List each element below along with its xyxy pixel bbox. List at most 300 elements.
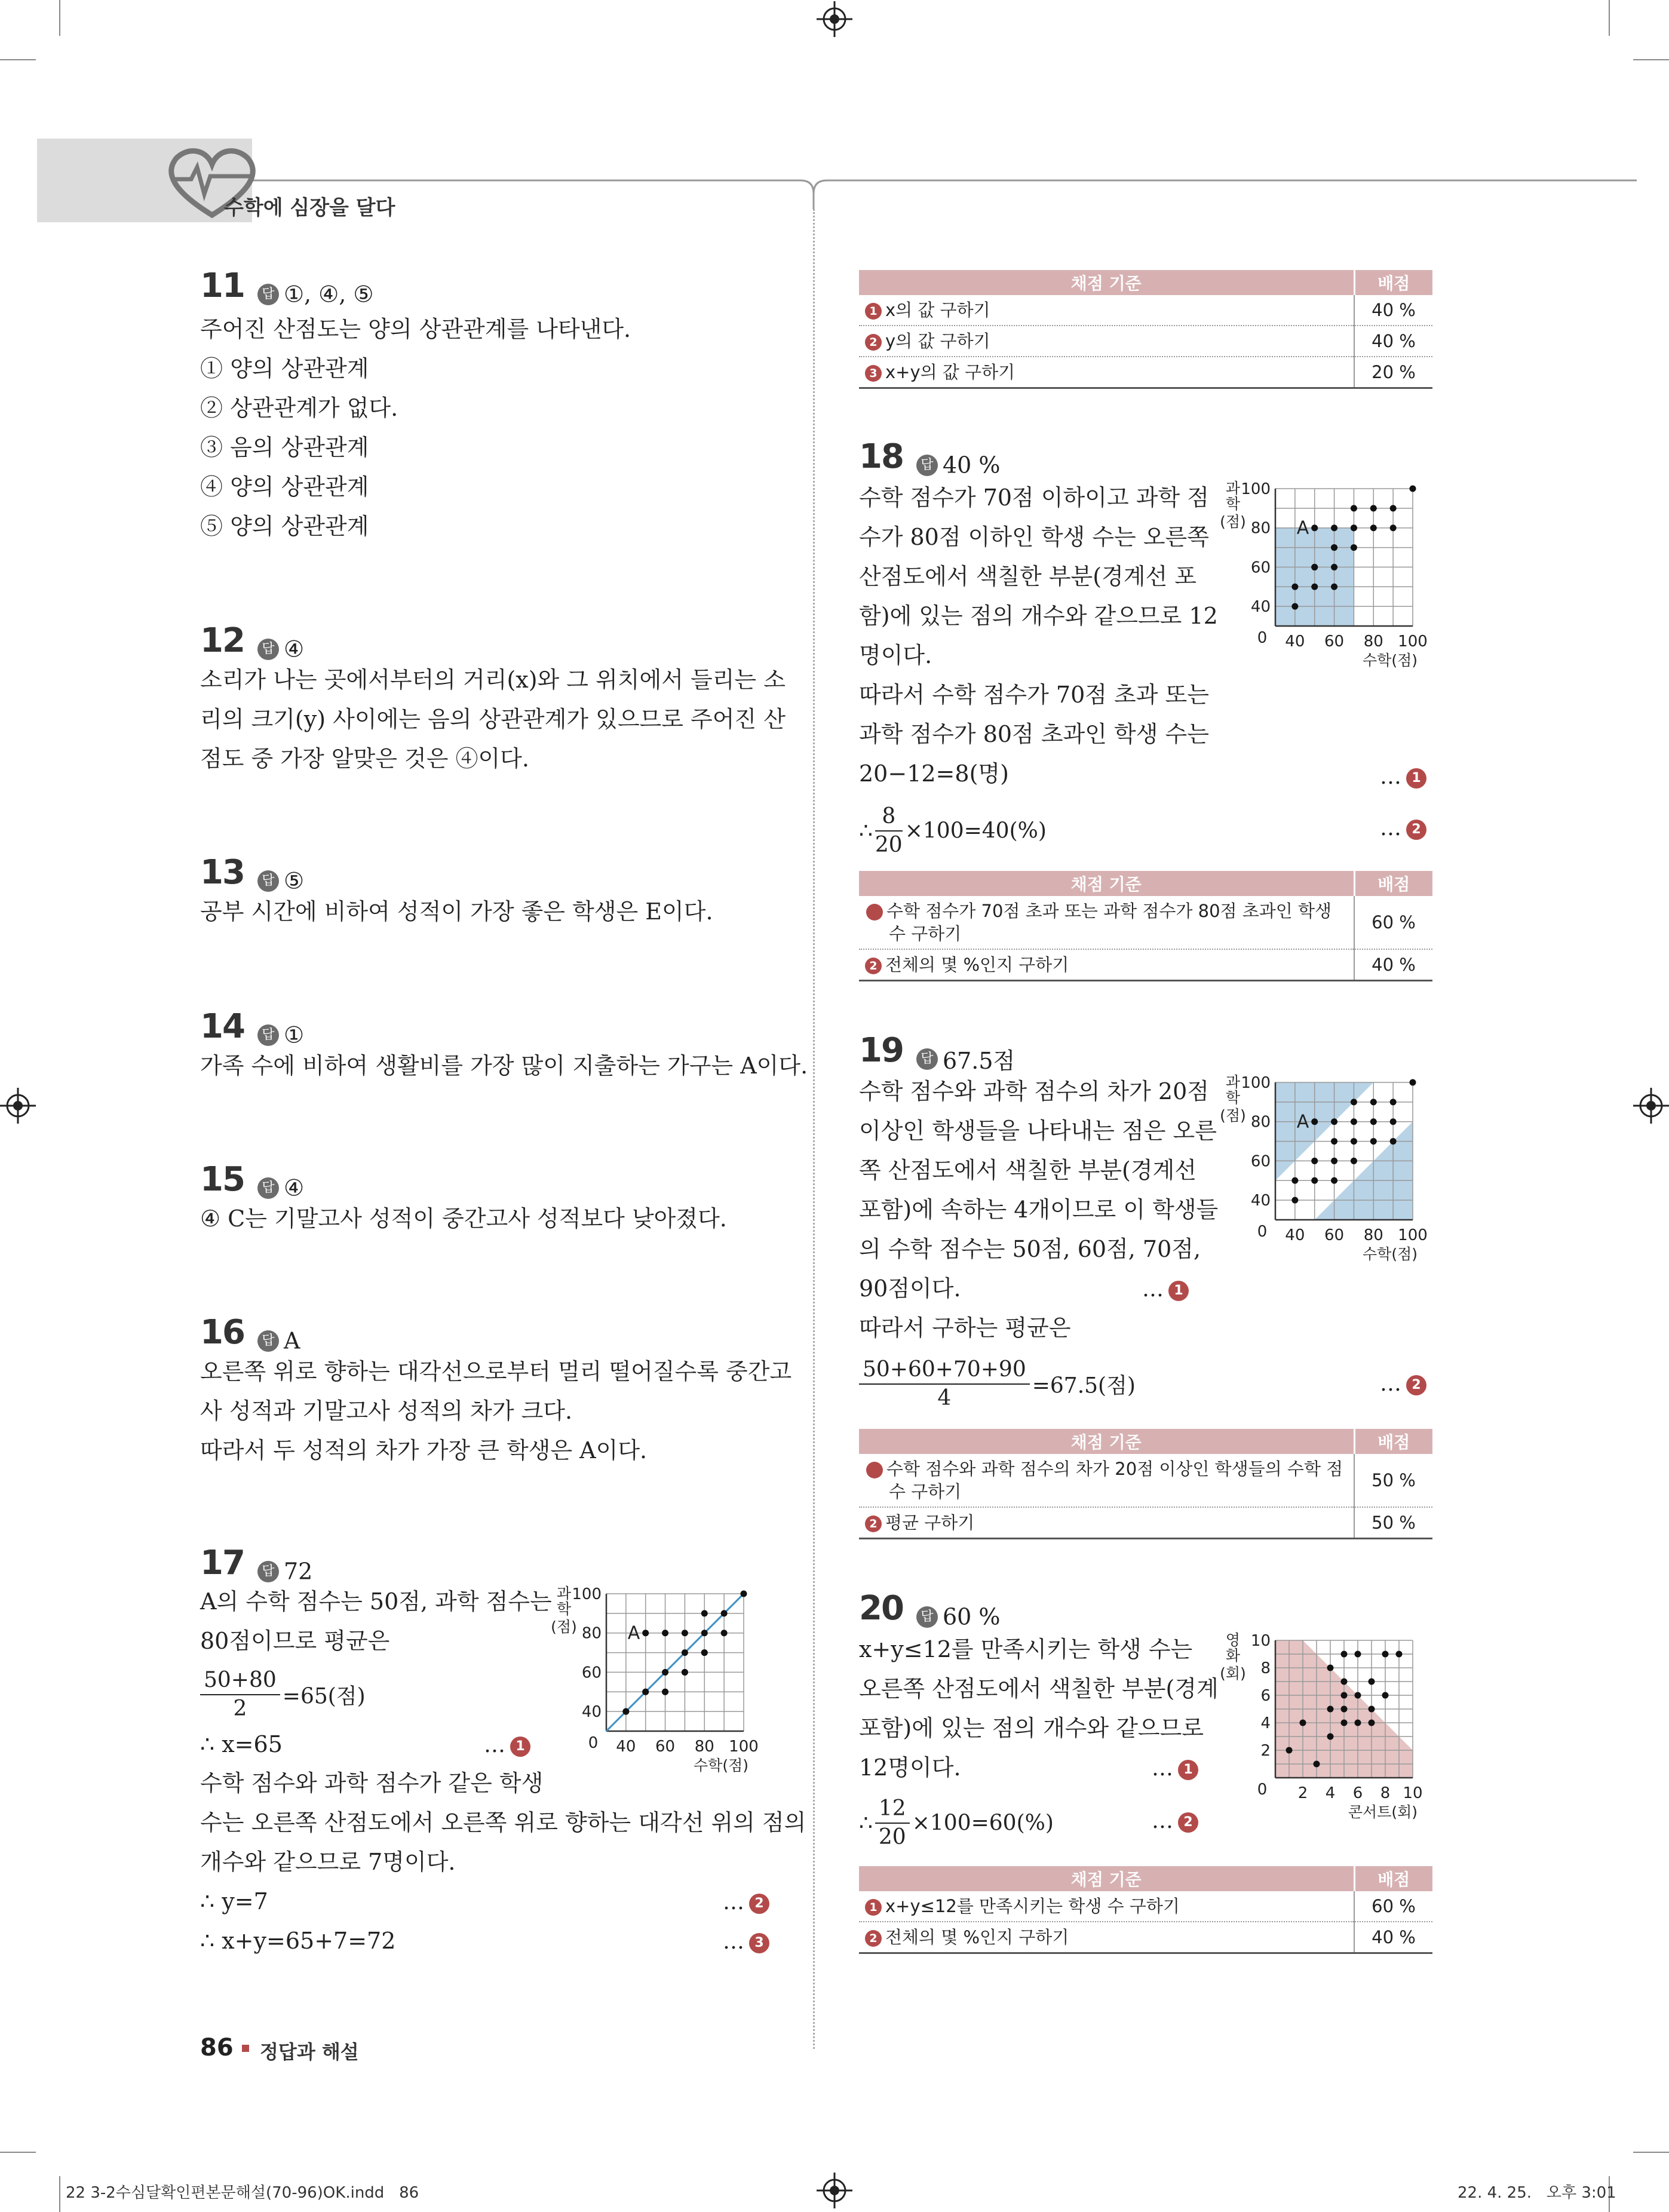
- ellipsis: …: [1380, 816, 1401, 840]
- data-point: [622, 1708, 629, 1715]
- q15-line: ④ C는 기말고사 성적이 중간고사 성적보다 낮아졌다.: [200, 1205, 727, 1232]
- q17-line: ∴ x+y=65+7=72: [200, 1928, 396, 1954]
- q12-number: 12: [200, 621, 244, 660]
- origin-label: 0: [588, 1734, 599, 1752]
- q14-number: 14: [200, 1007, 244, 1046]
- q18-answer: 40 %: [942, 452, 1001, 478]
- criteria-text: 평균 구하기: [885, 1512, 975, 1533]
- q18-line: 따라서 수학 점수가 70점 초과 또는: [859, 682, 1209, 708]
- q11-line: 주어진 산점도는 양의 상관관계를 나타낸다.: [200, 316, 631, 342]
- y-tick-label: 40: [1250, 1192, 1271, 1210]
- data-point: [1370, 1099, 1377, 1105]
- data-point: [1311, 524, 1318, 531]
- step-badge: 1: [1178, 1760, 1198, 1780]
- q15-answer: ④: [283, 1174, 305, 1201]
- q20-frac-den: 20: [878, 1825, 906, 1849]
- q18-line: 과학 점수가 80점 초과인 학생 수는: [859, 721, 1209, 747]
- y-axis-label: 학: [556, 1600, 572, 1618]
- data-point: [1351, 505, 1357, 511]
- data-point: [1390, 1118, 1397, 1125]
- step-badge: 1: [865, 1899, 882, 1916]
- y-tick-label: 10: [1250, 1632, 1271, 1650]
- y-axis-label: 과: [1225, 1073, 1241, 1091]
- table-row: [859, 1891, 1432, 1922]
- data-point: [741, 1591, 747, 1597]
- data-point: [1311, 584, 1318, 590]
- data-point: [1286, 1747, 1293, 1754]
- q17-mark-2: [723, 1882, 769, 1922]
- q19-mark-1: [1142, 1269, 1189, 1309]
- data-point: [701, 1649, 708, 1656]
- page-number: 86: [200, 2034, 234, 2061]
- points-value: 40 %: [1354, 949, 1432, 981]
- y-axis-label: 학: [1225, 1089, 1241, 1106]
- q16-heading: [200, 1313, 300, 1354]
- q12-line: 리의 크기(y) 사이에는 음의 상관관계가 있으므로 주어진 산: [200, 706, 786, 732]
- criteria-header: 채점 기준: [859, 1866, 1354, 1891]
- q17-line: 개수와 같으므로 7명이다.: [200, 1849, 456, 1875]
- q15-heading: [200, 1160, 304, 1201]
- criteria-header: 채점 기준: [859, 270, 1354, 295]
- q17-mark-1: [484, 1725, 530, 1765]
- criteria-header: 채점 기준: [859, 871, 1354, 896]
- data-point: [1314, 1761, 1320, 1768]
- q11-number: 11: [200, 266, 244, 305]
- q19-line: 90점이다.: [859, 1275, 961, 1302]
- q20-line: 12명이다.: [859, 1754, 961, 1781]
- data-point: [1331, 564, 1337, 570]
- q19-answer: 67.5점: [942, 1048, 1015, 1074]
- q16-body: [200, 1352, 791, 1470]
- ellipsis: …: [1152, 1756, 1173, 1781]
- q19-heading: [859, 1031, 1015, 1075]
- column-divider: [813, 209, 815, 2049]
- table-row: [859, 357, 1432, 388]
- step-badge: 1: [865, 303, 882, 320]
- data-point: [1355, 1651, 1361, 1658]
- table-row: [859, 326, 1432, 357]
- q17-number: 17: [200, 1544, 244, 1582]
- data-point: [1396, 1651, 1403, 1658]
- q19-criteria-table: [859, 1429, 1432, 1539]
- data-point: [1341, 1692, 1348, 1699]
- table-row: [859, 949, 1432, 981]
- ellipsis: …: [723, 1929, 744, 1954]
- data-point: [1331, 1158, 1337, 1164]
- q13-body: [200, 892, 713, 931]
- q11-answer: ①, ④, ⑤: [283, 281, 374, 308]
- q17-frac-rest: =65(점): [282, 1684, 366, 1709]
- q20-line: 오른쪽 산점도에서 색칠한 부분(경계: [859, 1676, 1219, 1702]
- x-axis-label: 수학(점): [694, 1757, 748, 1774]
- y-axis-label: 영: [1225, 1631, 1241, 1649]
- data-point: [1311, 1118, 1318, 1125]
- q17-answer: 72: [283, 1558, 313, 1585]
- data-point: [1331, 1138, 1337, 1145]
- therefore-symbol: ∴: [859, 1811, 873, 1836]
- y-tick-label: 80: [1250, 1113, 1271, 1131]
- data-point: [662, 1630, 668, 1636]
- data-point: [1370, 1138, 1377, 1145]
- q19-line: 쪽 산점도에서 색칠한 부분(경계선: [859, 1157, 1196, 1183]
- data-point: [701, 1610, 708, 1616]
- q19-scatter-chart: [1219, 1072, 1446, 1287]
- q19-line: 포함)에 속하는 4개이므로 이 학생들: [859, 1196, 1219, 1223]
- q11-heading: [200, 266, 373, 308]
- criteria-text: x의 값 구하기: [885, 300, 990, 320]
- x-tick-label: 60: [1324, 633, 1345, 651]
- answer-icon: 답: [257, 1561, 279, 1582]
- answer-icon: 답: [257, 870, 279, 892]
- q17-mark-3: [723, 1921, 769, 1962]
- x-tick-label: 80: [694, 1738, 714, 1756]
- x-tick-label: 40: [1285, 1226, 1305, 1244]
- data-point: [721, 1610, 728, 1616]
- y-tick-label: 100: [1241, 480, 1271, 498]
- x-tick-label: 6: [1352, 1784, 1363, 1802]
- point-label-a: A: [1296, 517, 1309, 539]
- data-point: [1369, 1679, 1375, 1685]
- x-tick-label: 60: [1324, 1226, 1345, 1244]
- q19-line: 따라서 구하는 평균은: [859, 1315, 1071, 1341]
- data-point: [682, 1669, 688, 1676]
- q13-answer: ⑤: [283, 867, 305, 894]
- q18-line: 산점도에서 색칠한 부분(경계선 포: [859, 563, 1196, 590]
- y-axis-label: 과: [1225, 480, 1241, 497]
- q18-scatter-chart: [1219, 478, 1446, 693]
- q12-line: 점도 중 가장 알맞은 것은 ④이다.: [200, 745, 529, 772]
- q14-line: 가족 수에 비하여 생활비를 가장 많이 지출하는 가구는 A이다.: [200, 1053, 808, 1079]
- point-label-a: A: [1296, 1111, 1309, 1133]
- data-point: [1369, 1706, 1375, 1713]
- x-tick-label: 8: [1380, 1784, 1391, 1802]
- table-row: [859, 295, 1432, 326]
- y-tick-label: 60: [1250, 1152, 1271, 1171]
- q14-heading: [200, 1007, 304, 1048]
- data-point: [1390, 505, 1397, 511]
- data-point: [1327, 1706, 1334, 1713]
- data-point: [1291, 584, 1298, 590]
- shaded-region: [1275, 1082, 1373, 1180]
- data-point: [1311, 1177, 1318, 1184]
- step-badge: 2: [865, 1515, 882, 1532]
- table-row: [859, 1507, 1432, 1539]
- data-point: [1370, 1118, 1377, 1125]
- q19-number: 19: [859, 1031, 903, 1070]
- points-value: 60 %: [1354, 896, 1432, 949]
- y-axis-label: 과: [556, 1585, 572, 1602]
- y-tick-label: 60: [1250, 559, 1271, 577]
- criteria-text: 전체의 몇 %인지 구하기: [885, 955, 1069, 975]
- data-point: [1351, 524, 1357, 531]
- q20-fraction-line: [859, 1795, 1054, 1851]
- data-point: [682, 1649, 688, 1656]
- data-point: [1370, 524, 1377, 531]
- step-badge: 2: [865, 334, 882, 351]
- data-point: [642, 1689, 649, 1695]
- y-axis-unit: (점): [1220, 513, 1246, 530]
- answer-icon: 답: [257, 639, 279, 660]
- step-badge: 2: [865, 1930, 882, 1947]
- y-tick-label: 40: [1250, 598, 1271, 616]
- data-point: [1327, 1734, 1334, 1740]
- ellipsis: …: [1152, 1809, 1173, 1833]
- points-header: 배점: [1354, 1429, 1432, 1454]
- q19-frac-den: 4: [937, 1386, 952, 1410]
- q17-heading: [200, 1544, 312, 1585]
- q18-frac-rest: ×100=40(%): [904, 818, 1047, 843]
- step-badge: 3: [865, 365, 882, 382]
- ellipsis: …: [484, 1733, 505, 1757]
- criteria-text: 전체의 몇 %인지 구하기: [885, 1927, 1069, 1947]
- ellipsis: …: [1380, 765, 1401, 789]
- answer-icon: 답: [257, 1024, 279, 1046]
- footer-square-icon: [242, 2045, 249, 2052]
- answer-icon: 답: [257, 284, 279, 305]
- q20-scatter-chart: [1219, 1630, 1446, 1845]
- q20-criteria-table: [859, 1866, 1432, 1954]
- answer-icon: 답: [257, 1330, 279, 1352]
- q18-fraction-line: [859, 803, 1047, 859]
- step-badge: 2: [1406, 1375, 1426, 1395]
- points-header: 배점: [1354, 270, 1432, 295]
- points-value: 20 %: [1354, 357, 1432, 388]
- data-point: [1311, 564, 1318, 570]
- data-point: [1390, 1099, 1397, 1105]
- answer-icon: 답: [916, 1606, 938, 1628]
- q19-frac-rest: =67.5(점): [1032, 1373, 1136, 1398]
- x-tick-label: 80: [1363, 633, 1383, 651]
- x-axis-label: 수학(점): [1363, 1245, 1418, 1263]
- therefore-symbol: ∴: [859, 818, 873, 843]
- x-axis-label: 수학(점): [1363, 652, 1418, 669]
- ellipsis: …: [1142, 1277, 1164, 1302]
- q17-line: A의 수학 점수는 50점, 과학 점수는: [200, 1588, 552, 1615]
- x-tick-label: 4: [1325, 1784, 1336, 1802]
- q15-number: 15: [200, 1160, 244, 1199]
- step-badge: 2: [749, 1894, 769, 1914]
- q12-body: [200, 660, 786, 778]
- q19-line: 수학 점수와 과학 점수의 차가 20점: [859, 1078, 1209, 1105]
- data-point: [1410, 486, 1416, 492]
- y-tick-label: 4: [1260, 1714, 1271, 1732]
- footer-label: 정답과 해설: [260, 2041, 359, 2063]
- point-label-a: A: [627, 1622, 640, 1644]
- y-tick-label: 6: [1260, 1687, 1271, 1705]
- criteria-text: 수학 점수가 70점 초과 또는 과학 점수가 80점 초과인 학생 수 구하기: [886, 901, 1332, 944]
- y-tick-label: 2: [1260, 1742, 1271, 1760]
- table-row: [859, 896, 1432, 949]
- step-badge: 2: [1178, 1812, 1198, 1833]
- q19-mark-2: [1380, 1363, 1426, 1404]
- q16-line: 사 성적과 기말고사 성적의 차가 크다.: [200, 1398, 573, 1424]
- ellipsis: …: [723, 1890, 744, 1915]
- q20-mark-2: [1152, 1800, 1198, 1841]
- y-tick-label: 60: [581, 1664, 602, 1682]
- y-tick-label: 80: [581, 1624, 602, 1643]
- criteria-header: 채점 기준: [859, 1429, 1354, 1454]
- q18-body: [859, 478, 1218, 793]
- q17-line: ∴ y=7: [200, 1888, 268, 1915]
- step-badge: 1: [510, 1737, 530, 1757]
- y-tick-label: 8: [1260, 1659, 1271, 1677]
- q20-frac-rest: ×100=60(%): [912, 1811, 1054, 1836]
- q16-line: 따라서 두 성적의 차가 가장 큰 학생은 A이다.: [200, 1437, 648, 1464]
- data-point: [1331, 1177, 1337, 1184]
- points-header: 배점: [1354, 871, 1432, 896]
- data-point: [1291, 1197, 1298, 1204]
- q17-line: 수학 점수와 과학 점수가 같은 학생: [200, 1770, 544, 1796]
- data-point: [1355, 1692, 1361, 1699]
- step-badge: 1: [866, 1462, 883, 1478]
- step-badge: 1: [866, 904, 883, 921]
- q17-line: 80점이므로 평균은: [200, 1628, 390, 1654]
- y-tick-label: 80: [1250, 519, 1271, 538]
- q11-line: ② 상관관계가 없다.: [200, 395, 398, 421]
- q16-line: 오른쪽 위로 향하는 대각선으로부터 멀리 떨어질수록 중간고: [200, 1358, 792, 1385]
- data-point: [1351, 544, 1357, 551]
- q19-fraction-line: [859, 1356, 1136, 1412]
- data-point: [642, 1630, 649, 1636]
- q17-fraction-line: [200, 1667, 366, 1723]
- x-tick-label: 40: [616, 1738, 636, 1756]
- q17-line: 수는 오른쪽 산점도에서 오른쪽 위로 향하는 대각선 위의 점의: [200, 1809, 806, 1836]
- q20-line: x+y≤12를 만족시키는 학생 수는: [859, 1636, 1193, 1662]
- answer-icon: 답: [916, 455, 938, 476]
- data-point: [1390, 1138, 1397, 1145]
- criteria-text: x+y≤12를 만족시키는 학생 수 구하기: [885, 1896, 1180, 1916]
- brand-title: 수학에 심장을 달다: [224, 196, 395, 220]
- q15-body: [200, 1199, 727, 1238]
- data-point: [1331, 544, 1337, 551]
- x-tick-label: 100: [729, 1738, 759, 1756]
- ellipsis: …: [1380, 1372, 1401, 1396]
- step-badge: 2: [1406, 820, 1426, 840]
- q16-number: 16: [200, 1313, 244, 1352]
- q14-answer: ①: [283, 1021, 305, 1048]
- y-axis-unit: (점): [551, 1618, 577, 1636]
- x-tick-label: 100: [1398, 633, 1428, 651]
- step-badge: 2: [865, 958, 882, 974]
- step-badge: 1: [1168, 1281, 1189, 1301]
- data-point: [1327, 1665, 1334, 1671]
- data-point: [1351, 1138, 1357, 1145]
- q18-heading: [859, 437, 1000, 478]
- q14-body: [200, 1046, 808, 1085]
- q20-answer: 60 %: [942, 1603, 1001, 1630]
- q19-line: 의 수학 점수는 50점, 60점, 70점,: [859, 1236, 1201, 1262]
- q20-line: 포함)에 있는 점의 개수와 같으므로: [859, 1715, 1204, 1741]
- criteria-text: x+y의 값 구하기: [885, 362, 1015, 382]
- q18-mark-2: [1380, 808, 1426, 848]
- data-point: [1351, 1099, 1357, 1105]
- points-value: 40 %: [1354, 1922, 1432, 1953]
- data-point: [1382, 1651, 1389, 1658]
- step-badge: 1: [1406, 768, 1426, 789]
- points-value: 60 %: [1354, 1891, 1432, 1922]
- q18-frac-den: 20: [875, 833, 903, 857]
- data-point: [1331, 524, 1337, 531]
- data-point: [662, 1689, 668, 1695]
- y-tick-label: 40: [581, 1703, 602, 1722]
- file-info: 22 3-2수심달확인편본문해설(70-96)OK.indd 86: [66, 2184, 419, 2202]
- criteria-text: 수학 점수와 과학 점수의 차가 20점 이상인 학생들의 수학 점수 구하기: [886, 1459, 1343, 1502]
- q11-line: ④ 양의 상관관계: [200, 474, 369, 500]
- data-point: [701, 1630, 708, 1636]
- q11-body: [200, 309, 631, 546]
- data-point: [1300, 1720, 1306, 1726]
- y-tick-label: 100: [572, 1585, 602, 1603]
- data-point: [1331, 1118, 1337, 1125]
- origin-label: 0: [1257, 1781, 1268, 1799]
- data-point: [1291, 603, 1298, 610]
- data-point: [721, 1630, 728, 1636]
- x-tick-label: 40: [1285, 633, 1305, 651]
- y-axis-label: 화: [1225, 1647, 1241, 1664]
- q18-line: 명이다.: [859, 642, 932, 668]
- q20-heading: [859, 1589, 1000, 1630]
- x-tick-label: 80: [1363, 1226, 1383, 1244]
- table-row: [859, 1454, 1432, 1507]
- x-axis-label: 콘서트(회): [1348, 1803, 1418, 1821]
- q20-frac-num: 12: [875, 1795, 910, 1824]
- y-tick-label: 100: [1241, 1074, 1271, 1092]
- data-point: [682, 1630, 688, 1636]
- q17-line: ∴ x=65: [200, 1731, 283, 1757]
- origin-label: 0: [1257, 1223, 1268, 1241]
- q18-line: 수가 80점 이하인 학생 수는 오른쪽: [859, 524, 1209, 550]
- q20-number: 20: [859, 1589, 903, 1628]
- timestamp: 22. 4. 25. 오후 3:01: [1458, 2184, 1616, 2202]
- points-value: 50 %: [1354, 1454, 1432, 1507]
- x-tick-label: 2: [1297, 1784, 1308, 1802]
- points-value: 50 %: [1354, 1507, 1432, 1539]
- q11-line: ① 양의 상관관계: [200, 355, 369, 382]
- criteria-text: y의 값 구하기: [885, 331, 990, 351]
- q12-answer: ④: [283, 636, 305, 662]
- points-header: 배점: [1354, 1866, 1432, 1891]
- data-point: [662, 1669, 668, 1676]
- data-point: [1331, 584, 1337, 590]
- q13-number: 13: [200, 853, 244, 892]
- q20-mark-1: [1152, 1748, 1198, 1788]
- y-axis-label: 학: [1225, 495, 1241, 513]
- q18-frac-num: 8: [875, 803, 903, 832]
- x-tick-label: 10: [1403, 1784, 1423, 1802]
- q19-line: 이상인 학생들을 나타내는 점은 오른: [859, 1118, 1217, 1144]
- q11-line: ③ 음의 상관관계: [200, 434, 369, 461]
- q18-number: 18: [859, 437, 903, 476]
- points-value: 40 %: [1354, 295, 1432, 326]
- step-badge: 3: [749, 1933, 769, 1953]
- answer-icon: 답: [257, 1177, 279, 1199]
- data-point: [1291, 1177, 1298, 1184]
- q17-frac-num: 50+80: [200, 1667, 280, 1695]
- q19-frac-num: 50+60+70+90: [859, 1356, 1030, 1385]
- q12-line: 소리가 나는 곳에서부터의 거리(x)와 그 위치에서 들리는 소: [200, 667, 786, 693]
- points-value: 40 %: [1354, 326, 1432, 357]
- data-point: [1341, 1720, 1348, 1726]
- q17-frac-den: 2: [233, 1696, 247, 1721]
- q11-line: ⑤ 양의 상관관계: [200, 513, 369, 539]
- q18-criteria-table: [859, 871, 1432, 981]
- data-point: [1369, 1720, 1375, 1726]
- x-tick-label: 100: [1398, 1226, 1428, 1244]
- data-point: [1341, 1706, 1348, 1713]
- q18-mark-1: [1380, 756, 1426, 797]
- answer-icon: 답: [916, 1048, 938, 1070]
- data-point: [1351, 1118, 1357, 1125]
